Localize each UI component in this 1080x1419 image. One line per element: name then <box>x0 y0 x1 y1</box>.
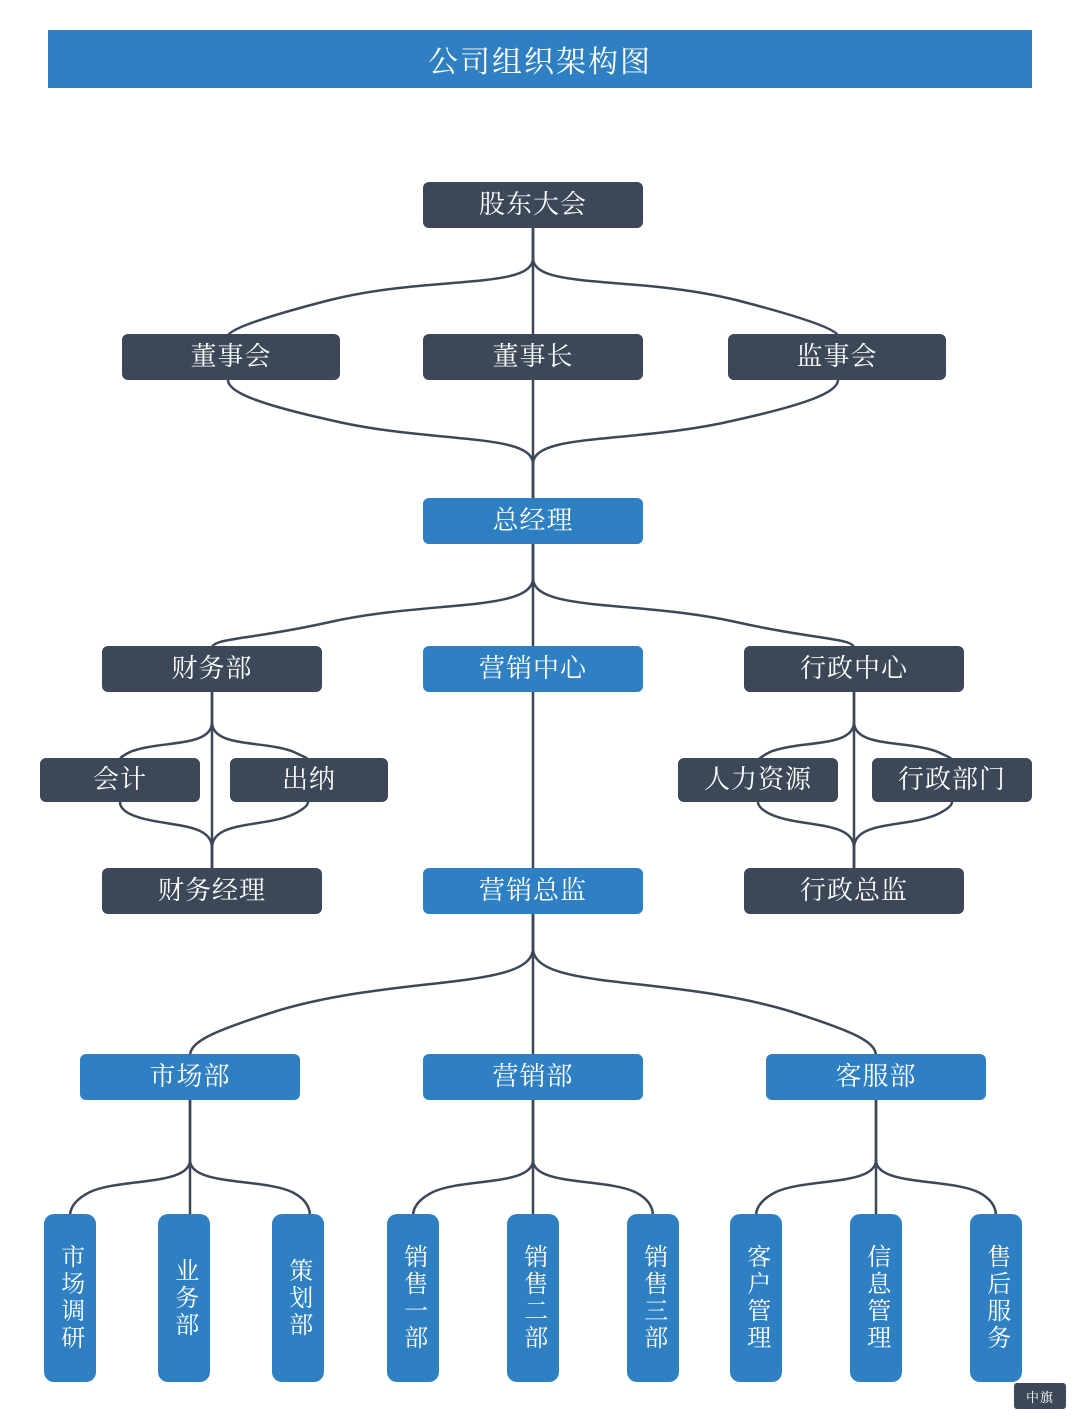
node-label: 售后服务 <box>982 1244 1010 1352</box>
node-label: 会计 <box>92 764 147 795</box>
node-sales-division-3[interactable] <box>627 1214 679 1382</box>
node-label: 董事长 <box>492 341 574 372</box>
node-sales-department[interactable] <box>423 1054 643 1100</box>
node-label: 客服部 <box>835 1061 917 1092</box>
node-label: 销售三部 <box>639 1244 667 1352</box>
node-label: 行政中心 <box>799 653 908 684</box>
node-label: 市场部 <box>149 1061 231 1092</box>
node-information-management[interactable] <box>850 1214 902 1382</box>
node-label: 财务经理 <box>157 875 266 906</box>
node-label: 营销部 <box>492 1061 574 1092</box>
node-board-of-directors[interactable] <box>122 334 340 380</box>
node-label: 财务部 <box>171 653 253 684</box>
node-marketing-center[interactable] <box>423 646 643 692</box>
node-administration-center[interactable] <box>744 646 964 692</box>
node-marketing-director[interactable] <box>423 868 643 914</box>
node-label: 营销中心 <box>478 653 587 684</box>
node-label: 策划部 <box>284 1257 312 1339</box>
node-label: 客户管理 <box>742 1244 770 1352</box>
node-after-sales-service[interactable] <box>970 1214 1022 1382</box>
node-customer-management[interactable] <box>730 1214 782 1382</box>
watermark: 中旗 <box>1014 1383 1066 1409</box>
node-finance-department[interactable] <box>102 646 322 692</box>
node-sales-division-1[interactable] <box>387 1214 439 1382</box>
node-administration-director[interactable] <box>744 868 964 914</box>
node-accounting[interactable] <box>40 758 200 802</box>
node-label: 总经理 <box>492 505 574 536</box>
node-label: 人力资源 <box>703 764 812 795</box>
node-label: 市场调研 <box>56 1244 84 1352</box>
node-market-research[interactable] <box>44 1214 96 1382</box>
node-label: 董事会 <box>190 341 272 372</box>
node-cashier[interactable] <box>230 758 388 802</box>
node-planning-division[interactable] <box>272 1214 324 1382</box>
node-label: 信息管理 <box>862 1244 890 1352</box>
node-label: 销售二部 <box>519 1244 547 1352</box>
node-label: 出纳 <box>281 764 336 795</box>
node-customer-service-department[interactable] <box>766 1054 986 1100</box>
node-label: 行政总监 <box>799 875 908 906</box>
node-human-resources[interactable] <box>678 758 838 802</box>
node-label: 业务部 <box>170 1257 198 1339</box>
page-title: 公司组织架构图 <box>48 30 1032 88</box>
node-administration-department[interactable] <box>872 758 1032 802</box>
node-label: 股东大会 <box>478 189 587 220</box>
node-business-division[interactable] <box>158 1214 210 1382</box>
node-general-manager[interactable] <box>423 498 643 544</box>
node-label: 行政部门 <box>897 764 1006 795</box>
node-label: 监事会 <box>796 341 878 372</box>
node-shareholders-meeting[interactable] <box>423 182 643 228</box>
node-finance-manager[interactable] <box>102 868 322 914</box>
node-chairman[interactable] <box>423 334 643 380</box>
node-sales-division-2[interactable] <box>507 1214 559 1382</box>
node-label: 销售一部 <box>399 1244 427 1352</box>
node-board-of-supervisors[interactable] <box>728 334 946 380</box>
node-label: 营销总监 <box>478 875 587 906</box>
node-market-department[interactable] <box>80 1054 300 1100</box>
